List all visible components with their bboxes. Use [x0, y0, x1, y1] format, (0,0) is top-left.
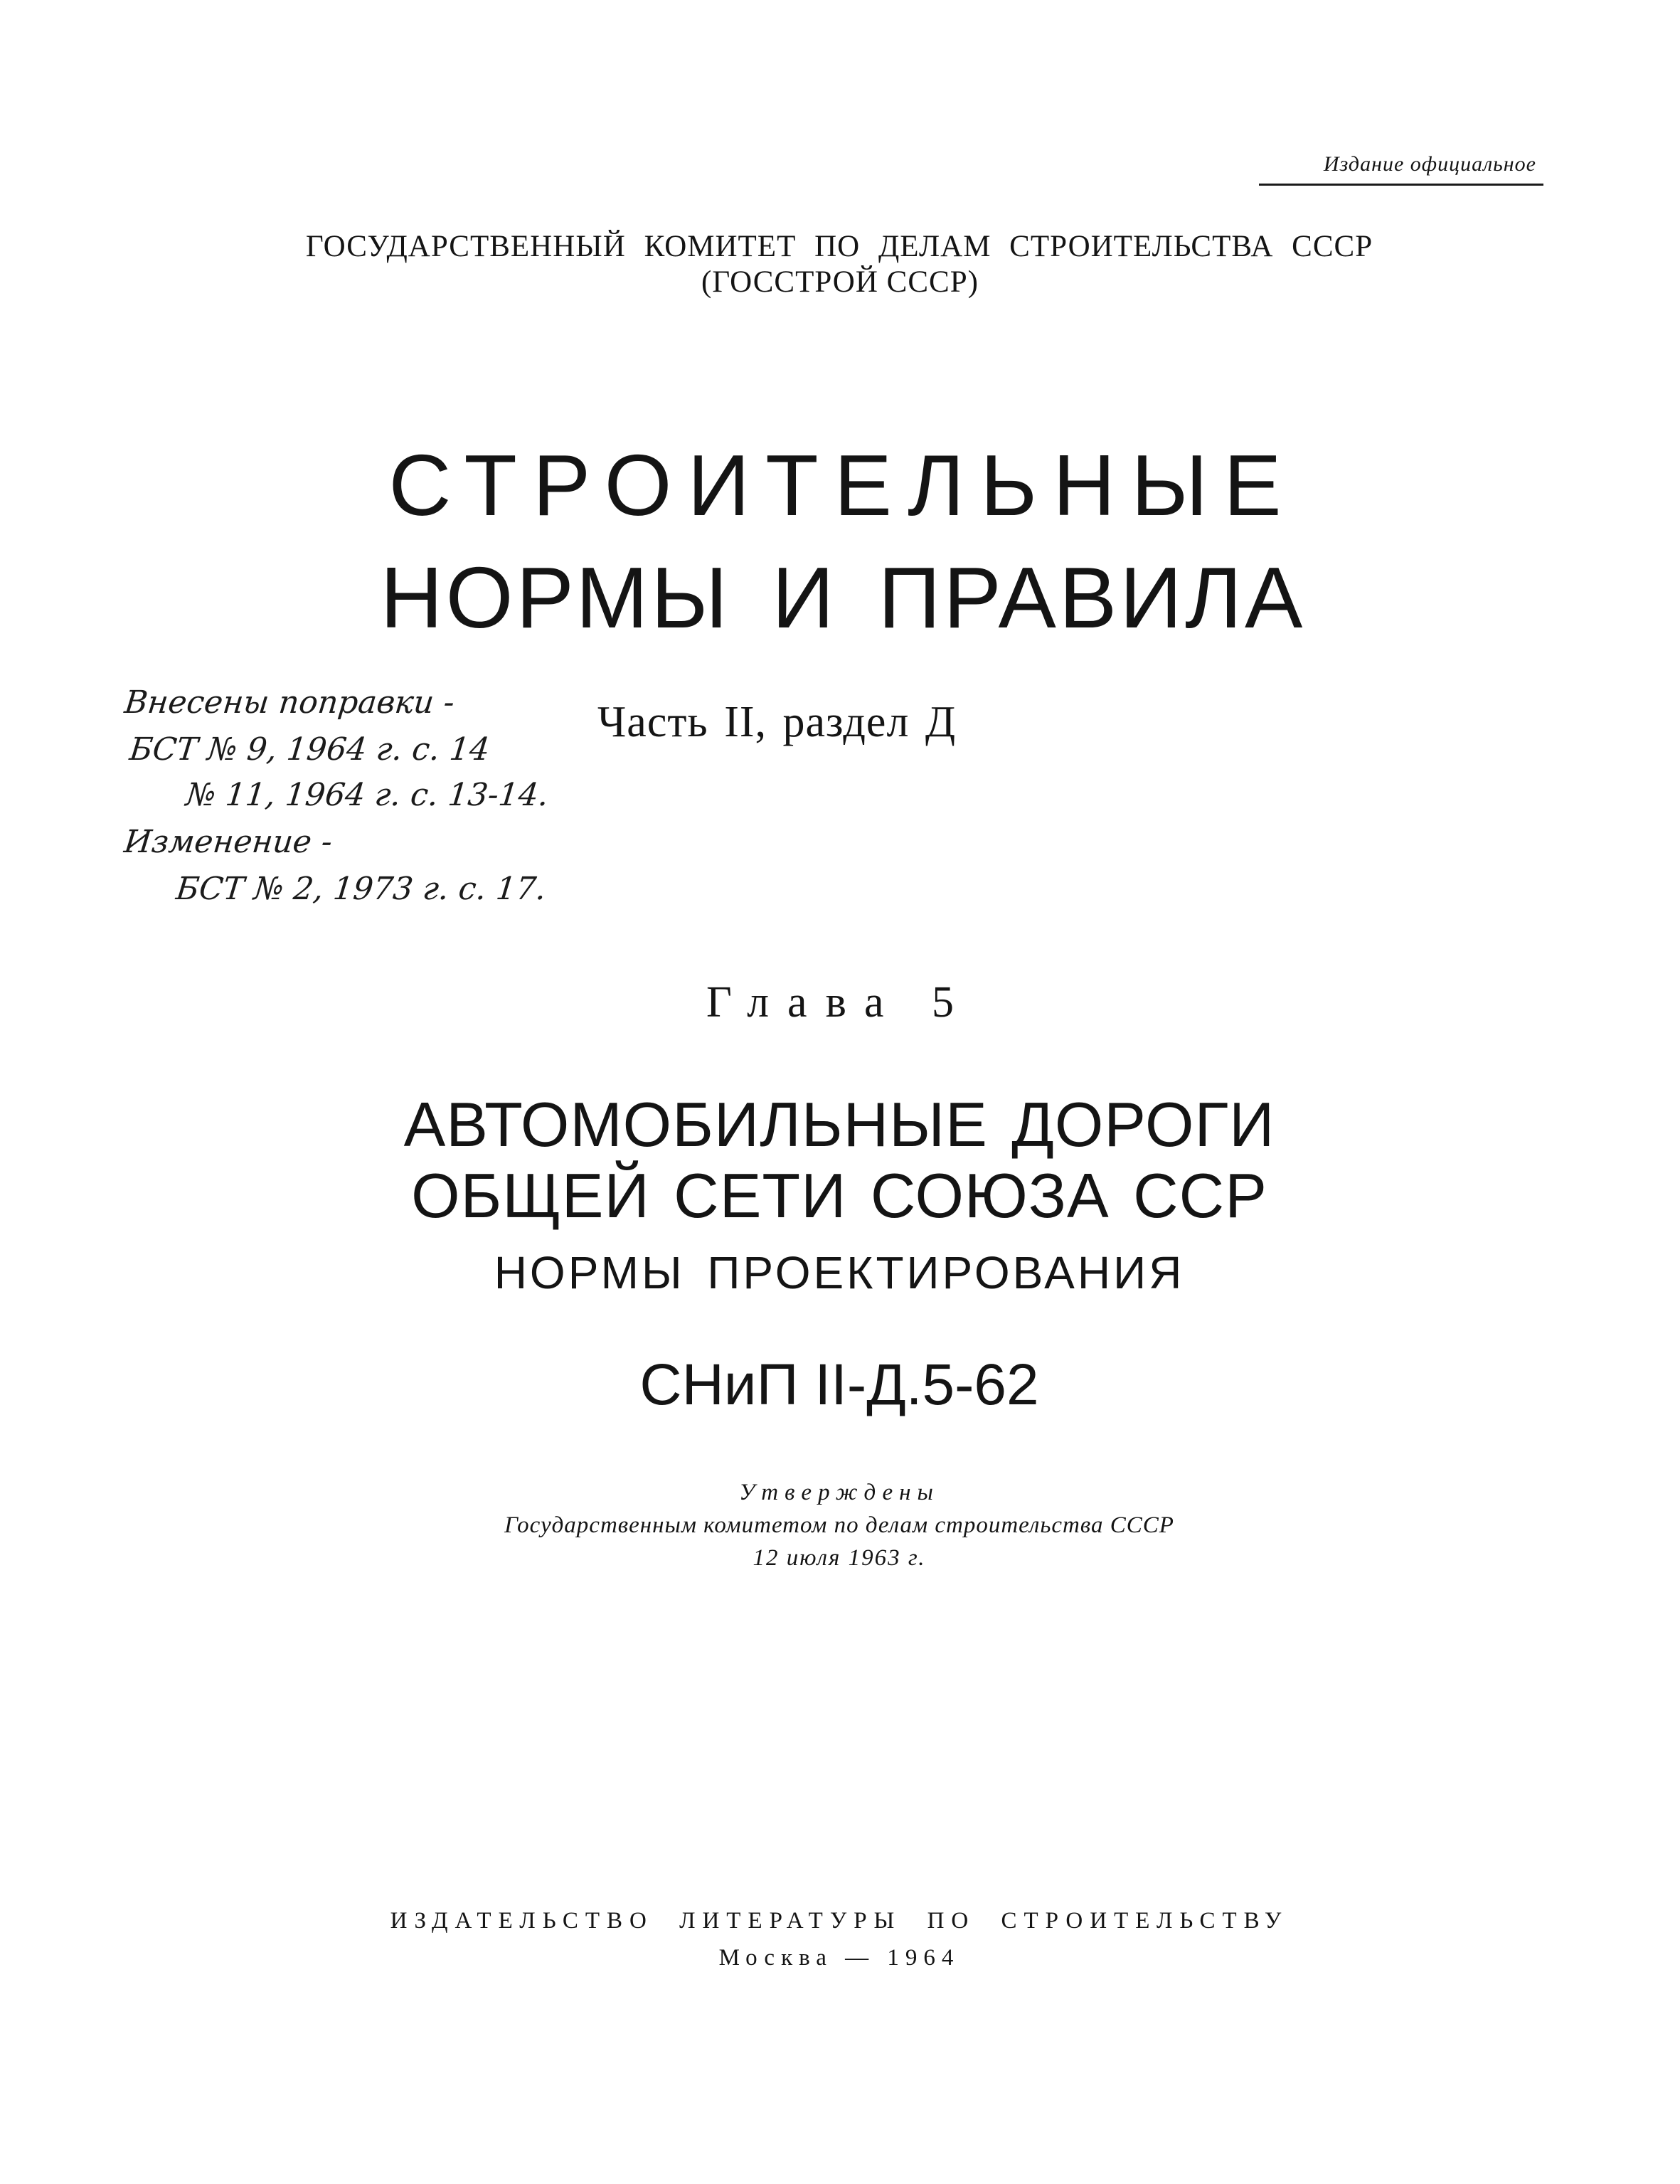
- handwritten-line: Изменение -: [122, 824, 334, 860]
- document-code: СНиП II-Д.5-62: [639, 1352, 1039, 1417]
- approval-date: 12 июля 1963 г.: [753, 1545, 926, 1571]
- subject-title-line-1: АВТОМОБИЛЬНЫЕ ДОРОГИ: [403, 1089, 1275, 1160]
- committee-abbreviation: (ГОССТРОЙ СССР): [701, 265, 979, 299]
- subject-title-line-2: ОБЩЕЙ СЕТИ СОЮЗА ССР: [411, 1160, 1267, 1231]
- committee-name: ГОСУДАРСТВЕННЫЙ КОМИТЕТ ПО ДЕЛАМ СТРОИТЕЛЬСТВА СССР: [305, 230, 1373, 263]
- document-title-line-1: СТРОИТЕЛЬНЫЕ: [388, 437, 1297, 534]
- publisher-name: ИЗДАТЕЛЬСТВО ЛИТЕРАТУРЫ ПО СТРОИТЕЛЬСТВУ: [390, 1908, 1289, 1934]
- handwritten-line: БСТ № 2, 1973 г. с. 17.: [174, 871, 548, 907]
- publisher-place-year: Москва — 1964: [718, 1945, 960, 1971]
- subject-subtitle: НОРМЫ ПРОЕКТИРОВАНИЯ: [494, 1247, 1185, 1298]
- approval-heading: Утверждены: [739, 1480, 940, 1505]
- handwritten-line: Внесены поправки -: [122, 684, 457, 721]
- chapter-heading: Глава 5: [706, 978, 973, 1027]
- handwritten-line: БСТ № 9, 1964 г. с. 14: [127, 731, 491, 768]
- handwritten-line: № 11, 1964 г. с. 13-14.: [184, 777, 551, 813]
- approval-authority: Государственным комитетом по делам строительства СССР: [504, 1512, 1174, 1538]
- document-title-line-2: НОРМЫ И ПРАВИЛА: [380, 549, 1306, 646]
- edition-label: Издание официальное: [1323, 152, 1536, 176]
- edition-underline: [1259, 184, 1543, 186]
- part-section: Часть II, раздел Д: [597, 698, 957, 746]
